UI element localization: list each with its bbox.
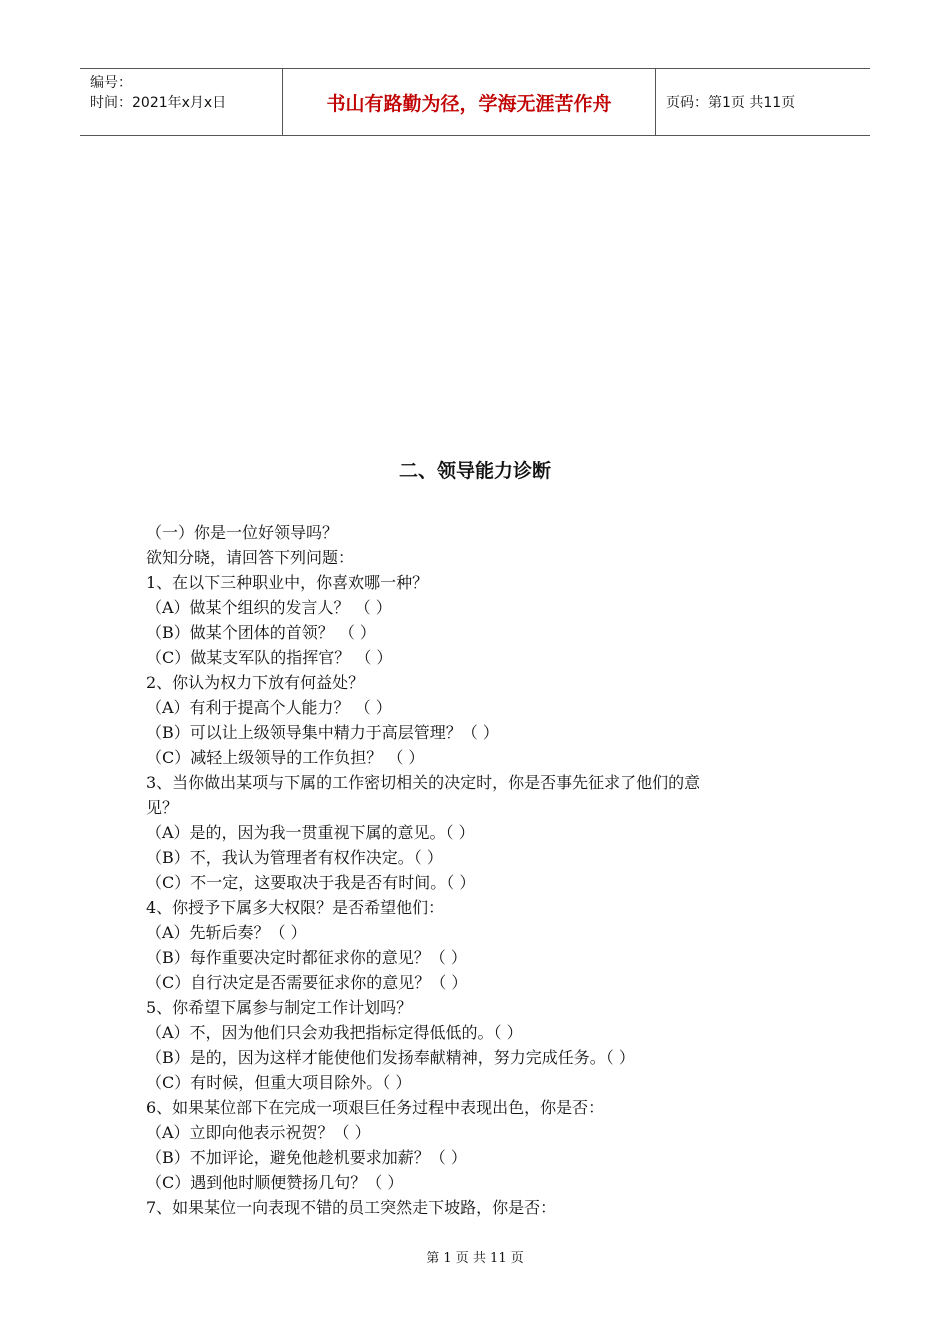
page-header <box>80 68 870 136</box>
text-line: 4、你授予下属多大权限？是否希望他们： <box>146 898 445 917</box>
page-footer: 第 1 页 共 11 页 <box>426 1251 524 1266</box>
text-line: 1、在以下三种职业中，你喜欢哪一种？ <box>146 573 429 592</box>
text-line: （B）每作重要决定时都征求你的意见？（ ） <box>146 948 467 967</box>
text-line: （B）不加评论，避免他趁机要求加薪？（ ） <box>146 1148 467 1167</box>
text-line: （A）是的，因为我一贯重视下属的意见。（ ） <box>146 823 475 842</box>
header-motto: 书山有路勤为径，学海无涯苦作舟 <box>282 69 656 135</box>
text-line: （C）不一定，这要取决于我是否有时间。（ ） <box>146 873 476 892</box>
text-line: （A）做某个组织的发言人？ （ ） <box>146 598 392 617</box>
text-line: （一）你是一位好领导吗？ <box>146 523 339 542</box>
text-line: 欲知分晓，请回答下列问题： <box>146 548 355 567</box>
questionnaire-body <box>146 520 826 1220</box>
text-line: 见？ <box>146 798 179 817</box>
section-title: 二、领导能力诊断 <box>398 460 551 482</box>
text-line: 5、你希望下属参与制定工作计划吗？ <box>146 998 413 1017</box>
text-line: 2、你认为权力下放有何益处？ <box>146 673 365 692</box>
text-line: （C）做某支军队的指挥官？ （ ） <box>146 648 393 667</box>
text-line: （B）可以让上级领导集中精力于高层管理？（ ） <box>146 723 499 742</box>
text-line: （B）是的，因为这样才能使他们发扬奉献精神，努力完成任务。（ ） <box>146 1048 635 1067</box>
text-line: （A）不，因为他们只会劝我把指标定得低低的。（ ） <box>146 1023 523 1042</box>
text-line: （C）减轻上级领导的工作负担？ （ ） <box>146 748 425 767</box>
header-info <box>80 69 282 135</box>
text-line: （A）立即向他表示祝贺？（ ） <box>146 1123 371 1142</box>
text-line: 3、当你做出某项与下属的工作密切相关的决定时，你是否事先征求了他们的意 <box>146 773 701 792</box>
text-line: （B）做某个团体的首领？ （ ） <box>146 623 376 642</box>
header-page-info: 页码：第1页 共11页 <box>666 95 796 111</box>
text-line: （A）有利于提高个人能力？ （ ） <box>146 698 392 717</box>
text-line: 7、如果某位一向表现不错的员工突然走下坡路，你是否： <box>146 1198 557 1217</box>
text-line: 6、如果某位部下在完成一项艰巨任务过程中表现出色，你是否： <box>146 1098 605 1117</box>
text-line: （A）先斩后奏？（ ） <box>146 923 307 942</box>
text-line: （C）有时候，但重大项目除外。（ ） <box>146 1073 412 1092</box>
number-label: 编号： <box>90 75 132 91</box>
time-label: 时间：2021年x月x日 <box>90 95 227 111</box>
text-line: （C）遇到他时顺便赞扬几句？（ ） <box>146 1173 404 1192</box>
text-line: （B）不，我认为管理者有权作决定。（ ） <box>146 848 443 867</box>
text-line: （C）自行决定是否需要征求你的意见？（ ） <box>146 973 468 992</box>
